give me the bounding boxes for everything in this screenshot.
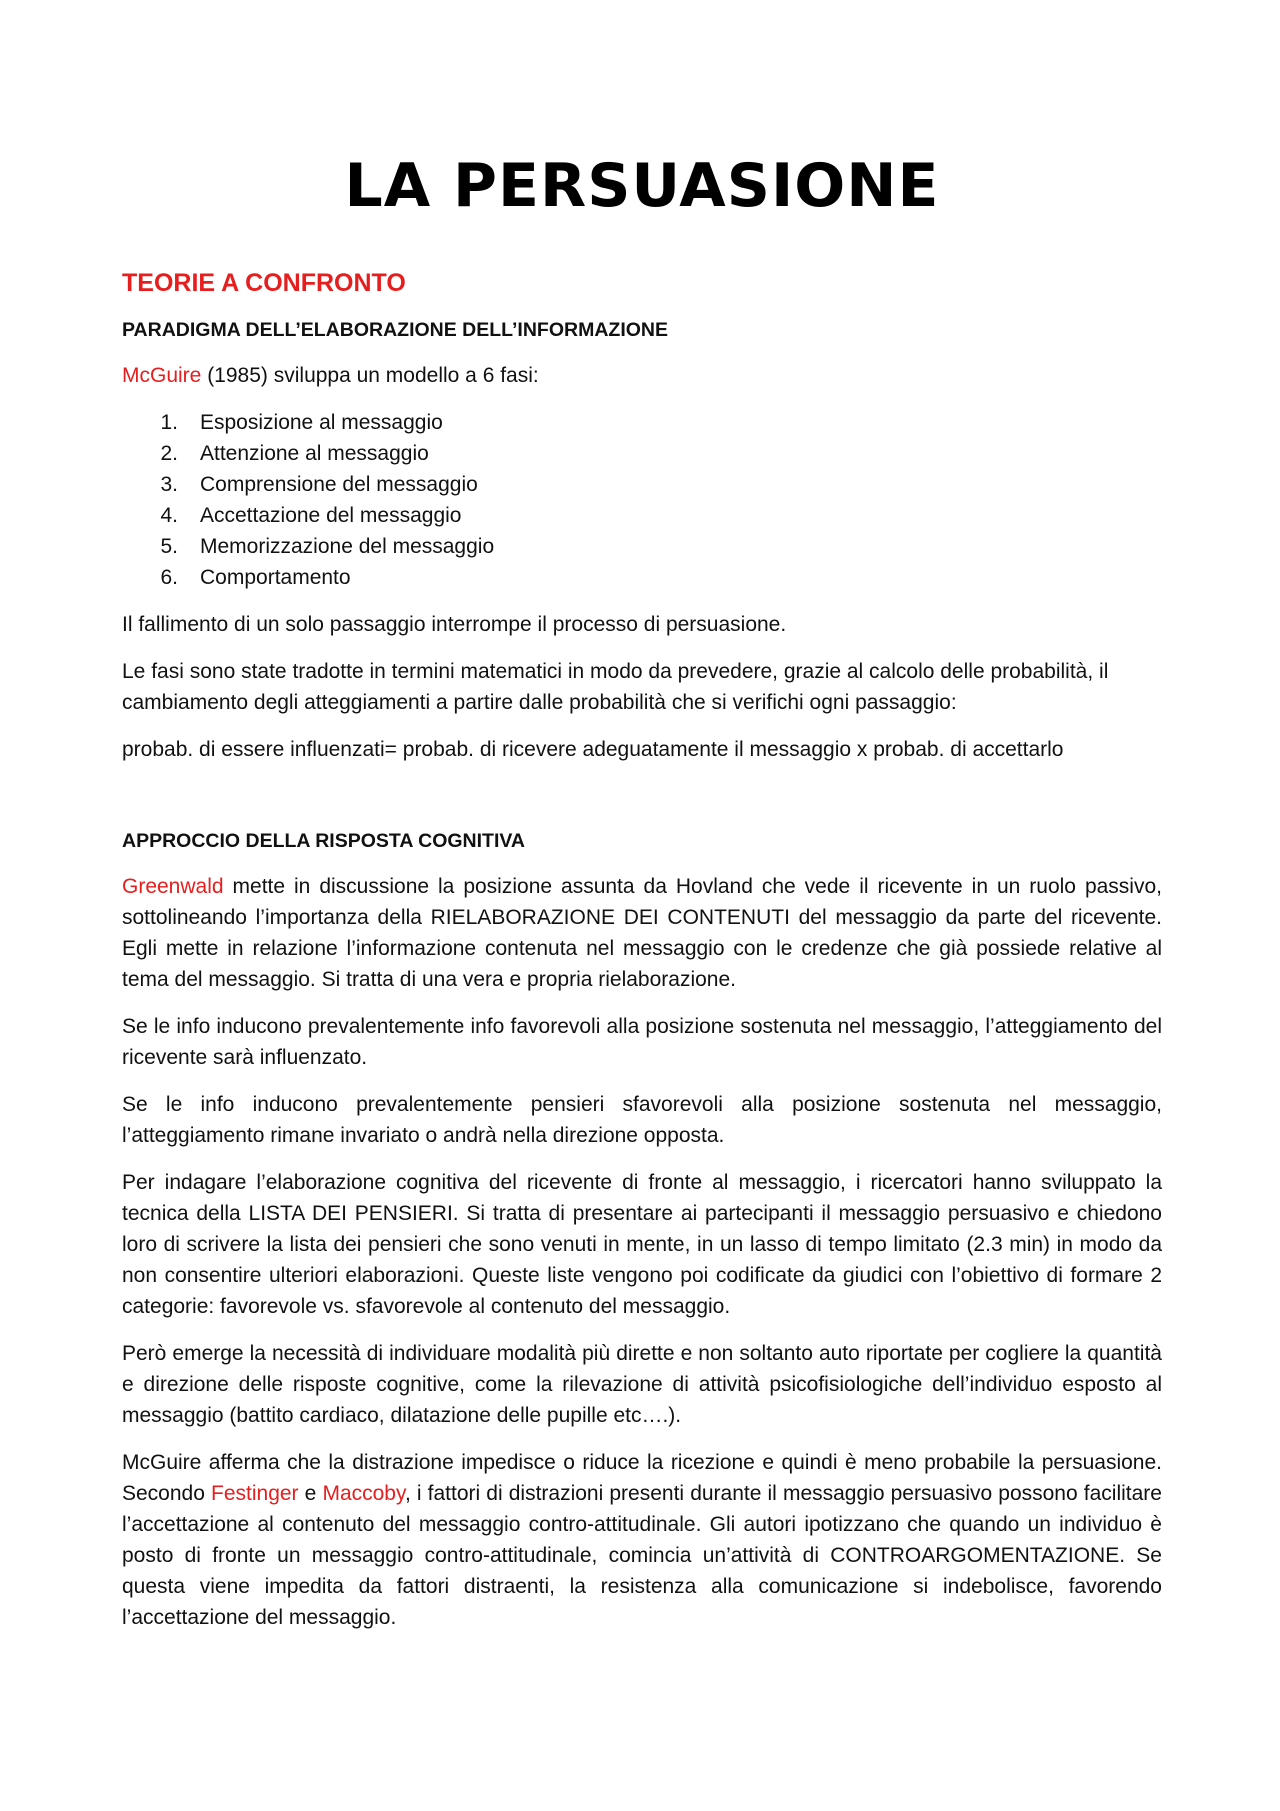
document-content: [122, 150, 1162, 1649]
formula-paragraph: probab. di essere influenzati= probab. di ricevere adeguatamente il messaggio x probab. di accettarlo: [122, 738, 1064, 761]
list-item: 6. Comportamento: [160, 566, 351, 589]
list-item: 1. Esposizione al messaggio: [160, 411, 443, 434]
author-name-mcguire: McGuire: [122, 364, 202, 387]
phase-list: [122, 407, 1162, 593]
subsection-heading-paradigma: PARADIGMA DELL’ELABORAZIONE DELL’INFORMAZIONE: [122, 319, 668, 341]
mcguire-intro: McGuire (1985) sviluppa un modello a 6 fasi:: [122, 364, 539, 387]
list-item: 2. Attenzione al messaggio: [160, 442, 429, 465]
paragraph: Il fallimento di un solo passaggio interrompe il processo di persuasione.: [122, 613, 787, 636]
paragraph: McGuire afferma che la distrazione impedisce o riduce la ricezione e quindi è meno probabile la persuasione. Secondo Festinger e Maccoby, i fattori di distrazioni presenti durante il messaggio persuasivo possono facilitare l’accettazione al contenuto del messaggio contro-attitudinale. Gli autori ipotizzano che quando un individuo è posto di fronte un messaggio contro-attitudinale, comincia un’attività di CONTROARGOMENTAZIONE. Se questa viene impedita da fattori distraenti, la resistenza alla comunicazione si indebolisce, favorendo l’accettazione del messaggio.: [122, 1451, 1162, 1629]
paragraph: Però emerge la necessità di individuare modalità più dirette e non soltanto auto riportate per cogliere la quantità e direzione delle risposte cognitive, come la rilevazione di attività psicofisiologiche dell’individuo esposto al messaggio (battito cardiaco, dilatazione delle pupille etc….).: [122, 1342, 1162, 1427]
paragraph: Per indagare l’elaborazione cognitiva del ricevente di fronte al messaggio, i ricercatori hanno sviluppato la tecnica della LISTA DEI PENSIERI. Si tratta di presentare ai partecipanti il messaggio persuasivo e chiedono loro di scrivere la lista dei pensieri che sono venuti in mente, in un lasso di tempo limitato (2.3 min) in modo da non consentire ulteriori elaborazioni. Queste liste vengono poi codificate da giudici con l’obiettivo di formare 2 categorie: favorevole vs. sfavorevole al contenuto del messaggio.: [122, 1171, 1162, 1318]
subsection-heading-risposta-cognitiva: APPROCCIO DELLA RISPOSTA COGNITIVA: [122, 830, 526, 852]
author-name-maccoby: Maccoby: [322, 1482, 405, 1505]
paragraph: Le fasi sono state tradotte in termini matematici in modo da prevedere, grazie al calcolo delle probabilità, il cambiamento degli atteggiamenti a partire dalle probabilità che si verifichi ogni passaggio:: [122, 660, 1109, 714]
paragraph: Se le info inducono prevalentemente pensieri sfavorevoli alla posizione sostenuta nel messaggio, l’atteggiamento rimane invariato o andrà nella direzione opposta.: [122, 1093, 1162, 1147]
spacer: [122, 781, 1162, 827]
author-name-festinger: Festinger: [211, 1482, 299, 1505]
section-heading: TEORIE A CONFRONTO: [122, 269, 406, 297]
list-item: 3. Comprensione del messaggio: [160, 473, 478, 496]
list-item: 4. Accettazione del messaggio: [160, 504, 462, 527]
paragraph: Se le info inducono prevalentemente info favorevoli alla posizione sostenuta nel messaggio, l’atteggiamento del ricevente sarà influenzato.: [122, 1015, 1162, 1069]
list-item: 5. Memorizzazione del messaggio: [160, 535, 495, 558]
paragraph: Greenwald mette in discussione la posizione assunta da Hovland che vede il ricevente in un ruolo passivo, sottolineando l’importanza della RIELABORAZIONE DEI CONTENUTI del messaggio da parte del ricevente. Egli mette in relazione l’informazione contenuta nel messaggio con le credenze che già possiede relative al tema del messaggio. Si tratta di una vera e propria rielaborazione.: [122, 875, 1162, 991]
author-name-greenwald: Greenwald: [122, 875, 224, 898]
page-title: LA PERSUASIONE: [344, 151, 940, 221]
